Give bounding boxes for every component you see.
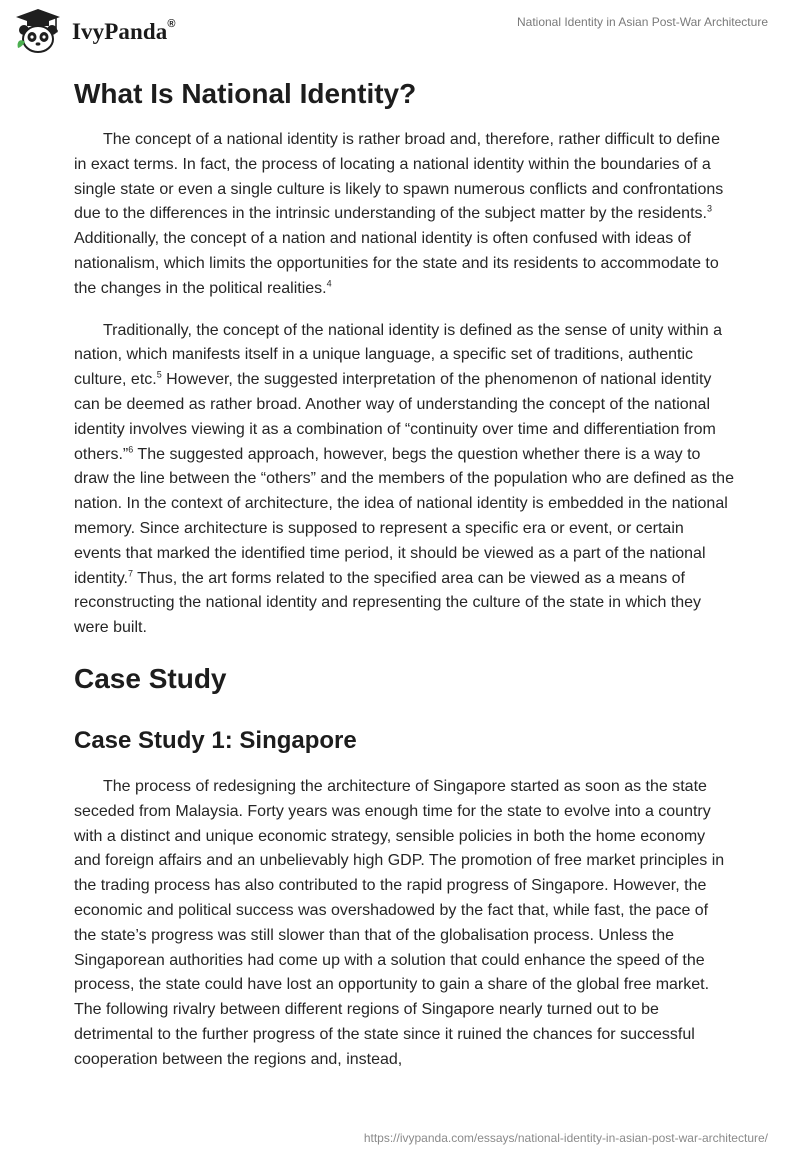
paragraph-text: The concept of a national identity is rather broad and, therefore, rather difficult to define in exact terms. In fact, the process of locating a national identity within the boundaries of a single state or even a single culture is likely to spawn numerous conflicts and confrontations due to the differences in the intrinsic understanding of the subject matter by the residents. <box>74 131 724 223</box>
paragraph-3: The process of redesigning the architecture of Singapore started as soon as the state seceded from Malaysia. Forty years was enough time for the state to evolve into a country with a distinct and unique economic strategy, sensible policies in both the home economy and foreign affairs and an unbelievably high GDP. The promotion of free market principles in the trading process has also contributed to the rapid progress of Singapore. However, the economic and political success was overshadowed by the fact that, while fast, the pace of the state’s progress was still slower than that of the globalisation process. Unless the Singaporean authorities had come up with a solution that could enhance the speed of the process, the state could have lost an opportunity to gain a share of the global free market. The following rivalry between different regions of Singapore nearly turned out to be detrimental to the further progress of the state since it ruined the chances for successful cooperation between the regions and, instead, <box>74 777 725 1068</box>
ivypanda-logo-icon[interactable] <box>14 8 62 54</box>
subsection-heading-singapore: Case Study 1: Singapore <box>74 726 357 754</box>
paragraph-text: The suggested approach, however, begs the question whether there is a way to draw the line between the “others” and the members of the population who are defined as the nation. In the context of architecture, the idea of national identity is embedded in the national memory. Since architecture is supposed to represent a specific era or event, or certain events that marked the identified time period, it should be viewed as a part of the national identity. <box>74 445 734 587</box>
document-title: National Identity in Asian Post-War Architecture <box>516 15 768 29</box>
paragraph-text: Thus, the art forms related to the specified area can be viewed as a means of reconstructing the national identity and representing the culture of the state in which they were built. <box>74 569 702 637</box>
paragraph-text: Traditionally, the concept of the national identity is defined as the sense of unity within a nation, which manifests itself in a unique language, a specific set of traditions, authentic culture, etc. <box>74 321 723 389</box>
page-header <box>0 0 800 60</box>
article-content <box>74 70 734 1090</box>
footnote-ref[interactable]: 3 <box>706 204 712 215</box>
section-heading-case-study: Case Study <box>74 662 227 694</box>
paragraph-text: However, the suggested interpretation of the phenomenon of national identity can be deemed as rather broad. Another way of understanding the concept of the national identity involves viewing it as a combination of “continuity over time and differentiation from others.” <box>74 371 716 463</box>
footnote-ref[interactable]: 7 <box>127 568 133 579</box>
section-heading-national-identity: What Is National Identity? <box>74 78 417 109</box>
paragraph-2 <box>74 319 734 641</box>
registered-mark: ® <box>167 18 176 31</box>
paragraph-text: Additionally, the concept of a nation and national identity is often confused with ideas of nationalism, which limits the opportunities for the state and its residents to accommodate to the changes in the political realities. <box>74 230 719 297</box>
source-url[interactable]: https://ivypanda.com/essays/national-identity-in-asian-post-war-architecture/ <box>363 1131 768 1145</box>
footnote-ref[interactable]: 5 <box>156 369 162 380</box>
footnote-ref[interactable]: 4 <box>326 278 332 289</box>
brand-name[interactable]: IvyPanda® <box>72 18 176 44</box>
footnote-ref[interactable]: 6 <box>128 444 134 455</box>
paragraph-1 <box>74 128 734 302</box>
